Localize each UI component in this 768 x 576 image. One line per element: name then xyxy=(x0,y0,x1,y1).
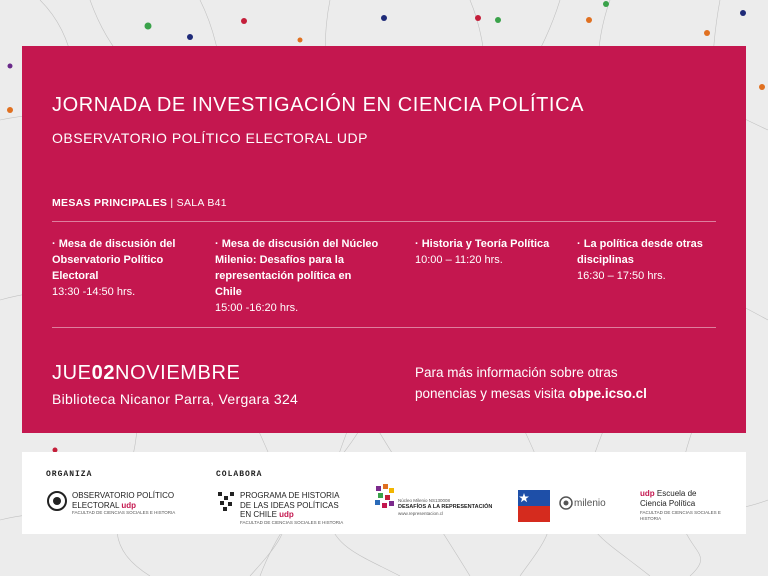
divider-bottom xyxy=(52,327,716,328)
udp-wordmark: udp xyxy=(279,510,294,519)
event-venue: Biblioteca Nicanor Parra, Vergara 324 xyxy=(52,391,299,407)
session-title-line: Electoral xyxy=(52,270,99,282)
session-title-line: · La política desde otras xyxy=(577,238,703,250)
page-subtitle: OBSERVATORIO POLÍTICO ELECTORAL UDP xyxy=(52,130,368,146)
event-card xyxy=(22,46,746,433)
session-time: 10:00 – 11:20 hrs. xyxy=(415,254,503,266)
mesas-label: MESAS PRINCIPALES xyxy=(52,197,168,209)
colabora-label: COLABORA xyxy=(216,470,263,479)
logo-text: Escuela de xyxy=(656,489,697,498)
logo-text: Ciencia Política xyxy=(640,498,696,508)
logo-small-text: FACULTAD DE CIENCIAS SOCIALES E HISTORIA xyxy=(240,519,344,525)
logo-text: DE LAS IDEAS POLÍTICAS xyxy=(240,500,339,510)
chile-government-logo-icon xyxy=(518,490,550,522)
milenio-logo-icon xyxy=(558,494,574,514)
info-line xyxy=(415,383,715,404)
info-url-link[interactable]: obpe.icso.cl xyxy=(568,386,647,401)
mesas-room: SALA B41 xyxy=(176,197,227,209)
obs-electoral-logo-icon xyxy=(46,490,68,512)
logo-text: DESAFÍOS A LA REPRESENTACIÓN xyxy=(398,504,493,510)
logo-small-text: FACULTAD DE CIENCIAS SOCIALES E HISTORIA xyxy=(72,510,176,515)
logo-small-text: FACULTAD DE CIENCIAS SOCIALES E HISTORIA xyxy=(640,510,721,521)
divider-top xyxy=(52,221,716,222)
organiza-label: ORGANIZA xyxy=(46,470,93,479)
session-title-line: disciplinas xyxy=(577,254,634,266)
session-title-line: · Historia y Teoría Política xyxy=(415,238,550,250)
nucleo-milenio-logo-icon xyxy=(374,484,396,512)
session-item xyxy=(52,236,202,300)
logo-small-text: Núcleo Milenio NS130008 xyxy=(398,498,451,503)
logo-text: OBSERVATORIO POLÍTICO xyxy=(72,491,175,500)
session-title-line: Milenio: Desafíos para la xyxy=(215,254,344,266)
session-title-line: Chile xyxy=(215,286,242,298)
udp-wordmark: udp xyxy=(640,489,655,498)
session-item xyxy=(415,236,565,268)
sponsors-footer xyxy=(22,452,746,534)
more-info xyxy=(415,362,715,404)
day-name: JUE xyxy=(52,362,92,384)
logo-text: EN CHILE xyxy=(240,510,277,519)
session-time: 15:00 -16:20 hrs. xyxy=(215,302,299,314)
session-title-line: Observatorio Político xyxy=(52,254,164,266)
session-title-line: · Mesa de discusión del Núcleo xyxy=(215,238,379,250)
page-title: JORNADA DE INVESTIGACIÓN EN CIENCIA POLÍTICA xyxy=(52,94,585,116)
month: NOVIEMBRE xyxy=(115,362,241,384)
session-time: 16:30 – 17:50 hrs. xyxy=(577,270,666,282)
milenio-wordmark: milenio xyxy=(574,498,606,509)
session-time: 13:30 -14:50 hrs. xyxy=(52,286,136,298)
event-date xyxy=(52,362,240,385)
info-prefix: ponencias y mesas visita xyxy=(415,386,569,401)
session-item xyxy=(577,236,727,284)
session-title-line: representación política en xyxy=(215,270,352,282)
programa-historia-logo-icon xyxy=(216,490,236,512)
session-title-line: · Mesa de discusión del xyxy=(52,238,176,250)
day-number: 02 xyxy=(91,362,116,384)
logo-text: PROGRAMA DE HISTORIA xyxy=(240,491,340,500)
mesas-heading xyxy=(52,197,227,209)
logo-small-text: www.representacion.cl xyxy=(398,511,444,516)
info-line: Para más información sobre otras xyxy=(415,365,618,380)
mesas-separator: | xyxy=(167,197,177,209)
logo-text: ELECTORAL xyxy=(72,500,120,510)
session-item xyxy=(215,236,405,316)
escuela-ciencia-politica-logo xyxy=(640,489,740,522)
udp-wordmark: udp xyxy=(121,500,137,510)
